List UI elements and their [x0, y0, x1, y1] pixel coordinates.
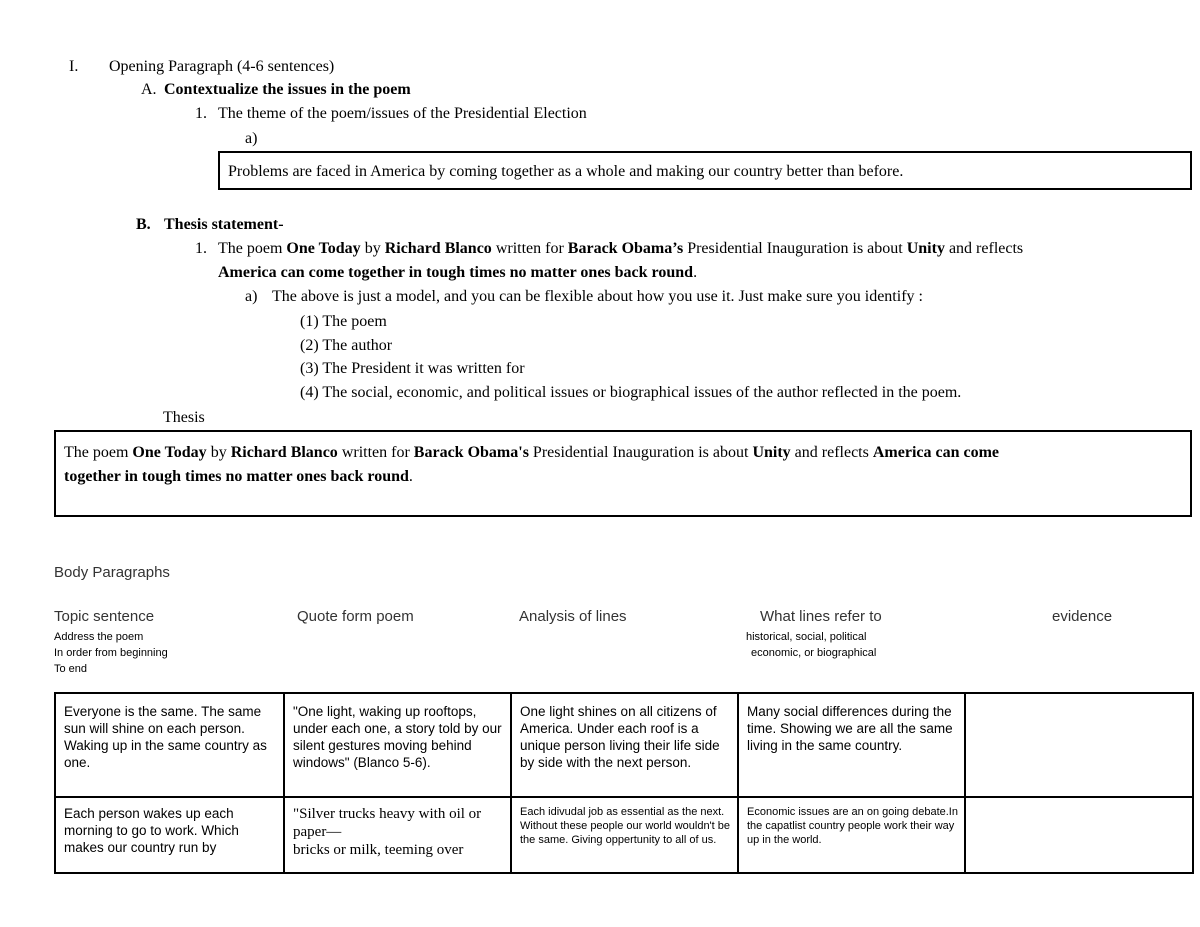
topic-cell[interactable]: Each person wakes up each morning to go to work. Which makes our country run by: [55, 797, 284, 873]
table-row: [55, 797, 1193, 873]
section-heading: Opening Paragraph (4-6 sentences): [109, 58, 335, 75]
thesis-answer-line-1: The poem One Today by Richard Blanco written for Barack Obama's Presidential Inauguration is about Unity and reflects America can come: [64, 444, 1000, 461]
quote-cell[interactable]: "Silver trucks heavy with oil or paper— bricks or milk, teeming over: [284, 797, 511, 873]
thesis-model-line-2: America can come together in tough times no matter ones back round.: [218, 264, 698, 281]
identify-item: (1) The poem: [300, 313, 387, 330]
subsection-heading: Contextualize the issues in the poem: [164, 81, 411, 98]
evidence-cell[interactable]: [965, 693, 1193, 797]
item-number: 1.: [195, 105, 207, 122]
identify-item: (4) The social, economic, and political issues or biographical issues of the author reflected in the poem.: [300, 384, 962, 401]
topic-cell[interactable]: Everyone is the same. The same sun will shine on each person. Waking up in the same country as one.: [55, 693, 284, 797]
subsection-heading: Thesis statement-: [164, 216, 284, 233]
body-paragraphs-title: Body Paragraphs: [54, 564, 170, 581]
header-refer: What lines refer to: [760, 608, 882, 625]
evidence-cell[interactable]: [965, 797, 1193, 873]
refer-cell[interactable]: Economic issues are an on going debate.In the capatlist country people work their way up in the world.: [738, 797, 965, 873]
refer-cell[interactable]: Many social differences during the time. Showing we are all the same living in the same country.: [738, 693, 965, 797]
subitem-letter: a): [245, 130, 258, 147]
thesis-answer-line-2: together in tough times no matter ones back round.: [64, 468, 413, 485]
subitem-text: The above is just a model, and you can be flexible about how you use it. Just make sure you identify :: [272, 288, 923, 305]
analysis-cell[interactable]: Each idivudal job as essential as the next. Without these people our world wouldn't be the same. Giving oppertunity to all of us.: [511, 797, 738, 873]
subitem-letter: a): [245, 288, 258, 305]
identify-item: (2) The author: [300, 337, 393, 354]
header-analysis: Analysis of lines: [519, 608, 627, 625]
item-number: 1.: [195, 240, 207, 257]
thesis-model-line-1: The poem One Today by Richard Blanco written for Barack Obama’s Presidential Inauguration is about Unity and reflects: [218, 240, 1024, 257]
theme-answer-text: Problems are faced in America by coming together as a whole and making our country better than before.: [228, 163, 904, 180]
header-refer-sub: historical, social, political economic, or biographical: [746, 631, 877, 659]
analysis-cell[interactable]: One light shines on all citizens of America. Under each roof is a unique person living their life side by side with the next person.: [511, 693, 738, 797]
header-evidence: evidence: [1052, 608, 1113, 625]
table-row: [55, 693, 1193, 797]
theme-answer-box: [218, 151, 1192, 190]
identify-item: (3) The President it was written for: [300, 360, 525, 377]
thesis-answer-box: [54, 430, 1192, 517]
header-quote: Quote form poem: [297, 608, 414, 625]
header-topic-sub: Address the poem In order from beginning To end: [54, 631, 168, 675]
body-paragraphs-table: [54, 692, 1194, 874]
item-text: The theme of the poem/issues of the Presidential Election: [218, 105, 587, 122]
quote-cell[interactable]: "One light, waking up rooftops, under each one, a story told by our silent gestures moving behind windows" (Blanco 5-6).: [284, 693, 511, 797]
header-topic: Topic sentence: [54, 608, 155, 625]
thesis-label: Thesis: [163, 409, 205, 426]
subsection-letter: B.: [136, 216, 151, 233]
section-number: I.: [69, 58, 79, 75]
subsection-letter: A.: [141, 81, 157, 98]
